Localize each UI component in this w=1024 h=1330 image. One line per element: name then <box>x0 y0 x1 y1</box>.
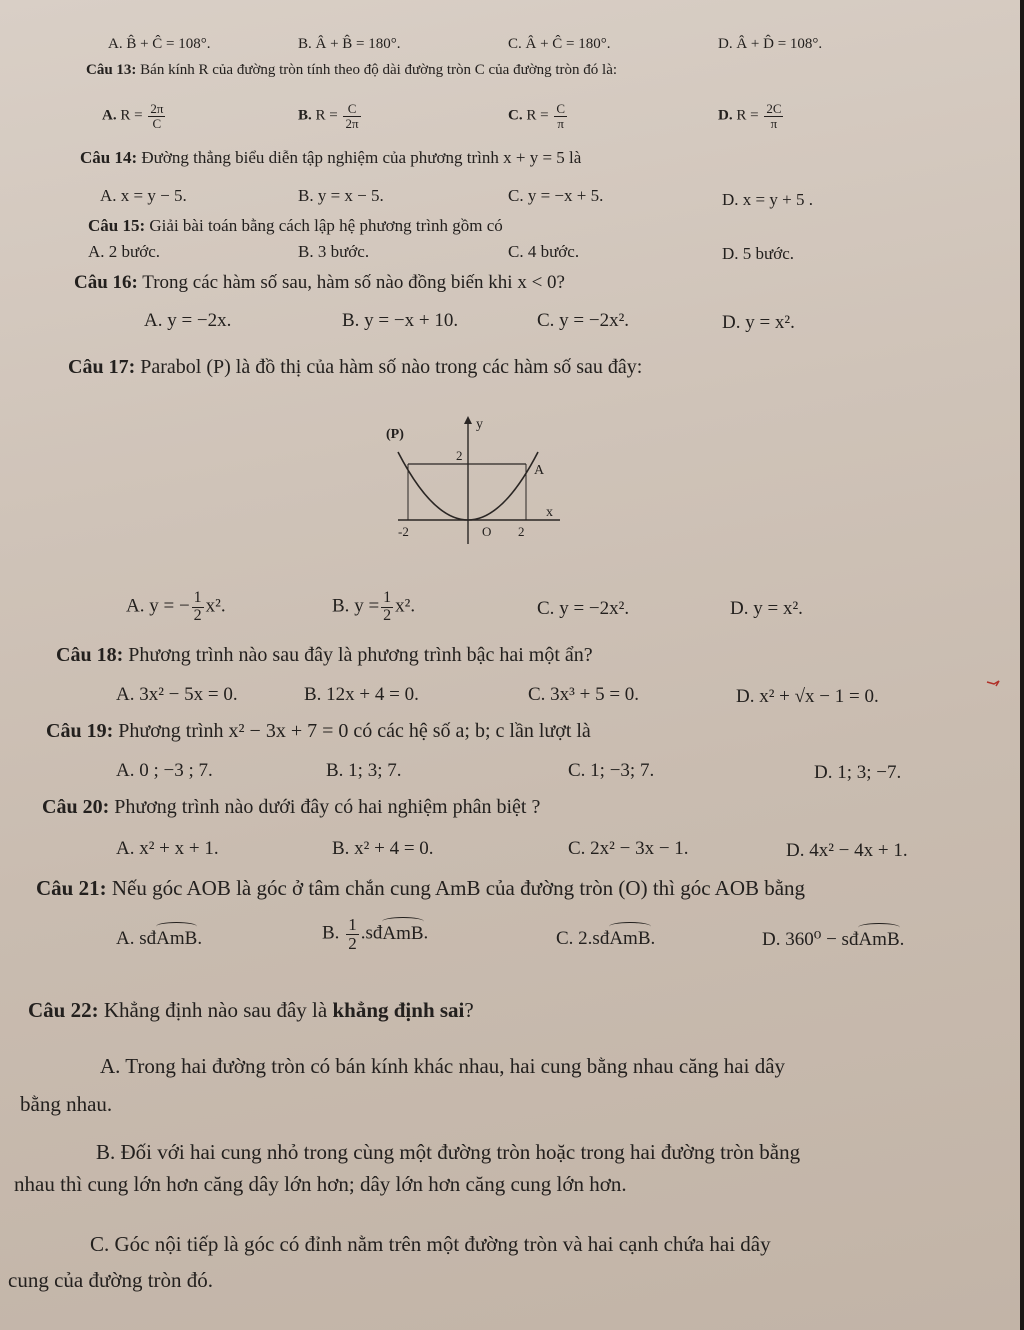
q15-option-b: B. 3 bước. <box>298 242 370 261</box>
q17-title: Câu 17: <box>68 356 136 378</box>
graph-label-p: (P) <box>386 427 404 442</box>
q20-option-b: B. x² + 4 = 0. <box>332 838 434 859</box>
option-letter: A. <box>126 595 145 617</box>
fraction <box>148 102 165 130</box>
q17-option-a <box>126 590 226 625</box>
q22-c-line1: C. Góc nội tiếp là góc có đỉnh nằm trên một đường tròn và hai cạnh chứa hai dây <box>90 1232 771 1256</box>
q22-text-pre: Khẳng định nào sau đây là <box>103 998 328 1022</box>
numerator: 2π <box>150 101 164 116</box>
q22-a-line2: bằng nhau. <box>20 1092 113 1116</box>
arc-amb: AmB <box>609 928 651 949</box>
denominator: 2 <box>348 933 357 953</box>
y-axis-arrow <box>464 416 472 424</box>
q22-text-post: ? <box>464 998 474 1022</box>
q14-option-c: C. y = −x + 5. <box>508 186 604 205</box>
q21-option-d <box>762 928 904 951</box>
graph-label-neg2: -2 <box>398 524 409 539</box>
graph-label-y: y <box>476 417 483 432</box>
option-letter: B. <box>298 107 312 124</box>
q20-option-c: C. 2x² − 3x − 1. <box>568 838 689 859</box>
option-letter: C. <box>537 598 555 619</box>
q19-option-a: A. 0 ; −3 ; 7. <box>116 760 213 781</box>
q13-option-d <box>718 102 785 130</box>
q19-stem <box>46 720 591 743</box>
q20-title: Câu 20: <box>42 796 110 818</box>
arc-amb: AmB <box>382 922 424 944</box>
q14-option-b: B. y = x − 5. <box>298 186 384 205</box>
graph-label-o: O <box>482 524 492 539</box>
q21-title: Câu 21: <box>36 876 107 900</box>
option-lhs: R = <box>120 107 143 124</box>
option-suffix: . <box>423 922 429 944</box>
option-prefix: D. 360⁰ − sđ <box>762 929 859 950</box>
option-prefix: .sđ <box>360 922 383 944</box>
fraction <box>381 590 393 625</box>
q14-option-d: D. x = y + 5 . <box>722 190 813 209</box>
q21-stem <box>36 876 805 901</box>
denominator: 2 <box>193 606 202 624</box>
q14-text: Đường thẳng biểu diễn tập nghiệm của phương trình x + y = 5 là <box>141 148 582 167</box>
q13-option-c <box>508 102 569 130</box>
q20-text: Phương trình nào dưới đây có hai nghiệm phân biệt ? <box>114 796 541 818</box>
option-letter: B. <box>332 595 350 617</box>
q15-title: Câu 15: <box>88 216 146 235</box>
q16-option-c: C. y = −2x². <box>537 310 630 331</box>
denominator: π <box>557 115 564 131</box>
option-lhs: R = <box>315 107 338 124</box>
q17-option-d <box>730 598 803 620</box>
q12-option-c: C. Â + Ĉ = 180°. <box>508 36 611 52</box>
q18-option-b: B. 12x + 4 = 0. <box>304 684 419 705</box>
numerator: 1 <box>383 589 392 606</box>
q15-option-d: D. 5 bước. <box>722 244 795 263</box>
q22-b-line2: nhau thì cung lớn hơn căng dây lớn hơn; dây lớn hơn căng cung lớn hơn. <box>14 1172 627 1196</box>
graph-label-a: A <box>534 463 545 478</box>
graph-label-pos2: 2 <box>518 524 525 539</box>
arc-amb: AmB <box>858 929 900 950</box>
option-letter: A. <box>102 107 117 124</box>
q21-option-b <box>322 916 428 953</box>
q15-text: Giải bài toán bằng cách lập hệ phương trình gồm có <box>149 216 503 235</box>
option-suffix: . <box>650 928 656 949</box>
option-lhs: R = <box>526 107 549 124</box>
q16-option-a: A. y = −2x. <box>144 310 232 331</box>
option-suffix: . <box>899 929 905 950</box>
q17-option-b <box>332 590 415 625</box>
fraction <box>192 590 204 625</box>
q15-option-c: C. 4 bước. <box>508 242 580 261</box>
q22-stem <box>28 998 474 1023</box>
q17-text: Parabol (P) là đồ thị của hàm số nào trong các hàm số sau đây: <box>140 356 643 378</box>
option-text: y = −2x². <box>559 598 630 619</box>
q18-text: Phương trình nào sau đây là phương trình bậc hai một ẩn? <box>128 644 593 666</box>
option-letter: C. <box>508 107 523 124</box>
q13-stem <box>86 62 617 79</box>
option-prefix: A. sđ <box>116 928 157 949</box>
q18-title: Câu 18: <box>56 644 124 666</box>
q21-option-a <box>116 928 202 950</box>
graph-label-x: x <box>546 505 553 520</box>
q17-option-c <box>537 598 629 620</box>
q14-title: Câu 14: <box>80 148 138 167</box>
option-rhs: x². <box>395 595 416 617</box>
q14-option-a: A. x = y − 5. <box>100 186 187 205</box>
arc-amb: AmB <box>156 928 198 949</box>
q18-option-a: A. 3x² − 5x = 0. <box>116 684 238 705</box>
q20-option-d: D. 4x² − 4x + 1. <box>786 840 908 861</box>
fraction <box>554 102 567 130</box>
q15-option-a: A. 2 bước. <box>88 242 161 261</box>
q16-title: Câu 16: <box>74 272 138 293</box>
option-letter: D. <box>730 598 749 619</box>
q16-option-b: B. y = −x + 10. <box>342 310 459 331</box>
numerator: 1 <box>193 589 202 606</box>
option-prefix: C. 2.sđ <box>556 928 610 949</box>
q13-text: Bán kính R của đường tròn tính theo độ dài đường tròn C của đường tròn đó là: <box>140 62 618 78</box>
option-lhs: y = <box>354 595 380 617</box>
parabol-graph <box>384 412 564 548</box>
q16-text: Trong các hàm số sau, hàm số nào đồng biến khi x < 0? <box>142 272 565 293</box>
numerator: 2C <box>766 101 782 116</box>
q22-b-line1: B. Đối với hai cung nhỏ trong cùng một đường tròn hoặc trong hai đường tròn bằng <box>96 1140 801 1164</box>
option-suffix: . <box>197 928 203 949</box>
q18-option-d: D. x² + √x − 1 = 0. <box>736 686 879 707</box>
q22-text-bold: khẳng định sai <box>332 998 465 1022</box>
q19-option-d: D. 1; 3; −7. <box>814 762 902 783</box>
pencil-mark-icon <box>986 680 1000 688</box>
q16-option-d: D. y = x². <box>722 312 795 333</box>
q19-text: Phương trình x² − 3x + 7 = 0 có các hệ số a; b; c lần lượt là <box>118 720 591 742</box>
q20-stem <box>42 796 540 819</box>
q20-option-a: A. x² + x + 1. <box>116 838 219 859</box>
option-rhs: x². <box>205 595 226 617</box>
q22-c-line2: cung của đường tròn đó. <box>8 1268 214 1292</box>
q12-option-b: B. Â + B̂ = 180°. <box>298 36 401 52</box>
q18-option-c: C. 3x³ + 5 = 0. <box>528 684 640 705</box>
fraction <box>764 102 783 130</box>
option-text: y = x². <box>753 598 803 619</box>
option-letter: B. <box>322 922 340 944</box>
q15-stem <box>88 216 503 236</box>
q16-stem <box>74 272 565 294</box>
numerator: 1 <box>348 915 357 934</box>
denominator: C <box>152 115 162 131</box>
q17-stem <box>68 356 642 379</box>
numerator: C <box>556 101 565 116</box>
fraction <box>346 916 359 953</box>
q13-option-a <box>102 102 167 130</box>
q13-title: Câu 13: <box>86 62 137 78</box>
option-letter: D. <box>718 107 733 124</box>
option-lhs: R = <box>736 107 759 124</box>
q18-stem <box>56 644 593 667</box>
parabol-svg <box>384 412 564 548</box>
q12-option-a: A. B̂ + Ĉ = 108°. <box>108 36 211 52</box>
graph-label-two: 2 <box>456 448 463 463</box>
denominator: 2π <box>345 115 359 131</box>
q19-option-b: B. 1; 3; 7. <box>326 760 402 781</box>
denominator: π <box>770 115 778 131</box>
option-lhs: y = − <box>149 595 190 617</box>
denominator: 2 <box>383 606 392 624</box>
q14-stem <box>80 148 581 168</box>
fraction <box>343 102 360 130</box>
q22-title: Câu 22: <box>28 998 99 1022</box>
q12-option-d: D. Â + D̂ = 108°. <box>718 36 823 52</box>
q19-option-c: C. 1; −3; 7. <box>568 760 655 781</box>
q21-option-c <box>556 928 655 950</box>
q19-title: Câu 19: <box>46 720 114 742</box>
q22-a-line1: A. Trong hai đường tròn có bán kính khác nhau, hai cung bằng nhau căng hai dây <box>100 1054 786 1078</box>
q21-text: Nếu góc AOB là góc ở tâm chắn cung AmB của đường tròn (O) thì góc AOB bằng <box>111 876 806 900</box>
q13-option-b <box>298 102 363 130</box>
numerator: C <box>343 102 360 117</box>
